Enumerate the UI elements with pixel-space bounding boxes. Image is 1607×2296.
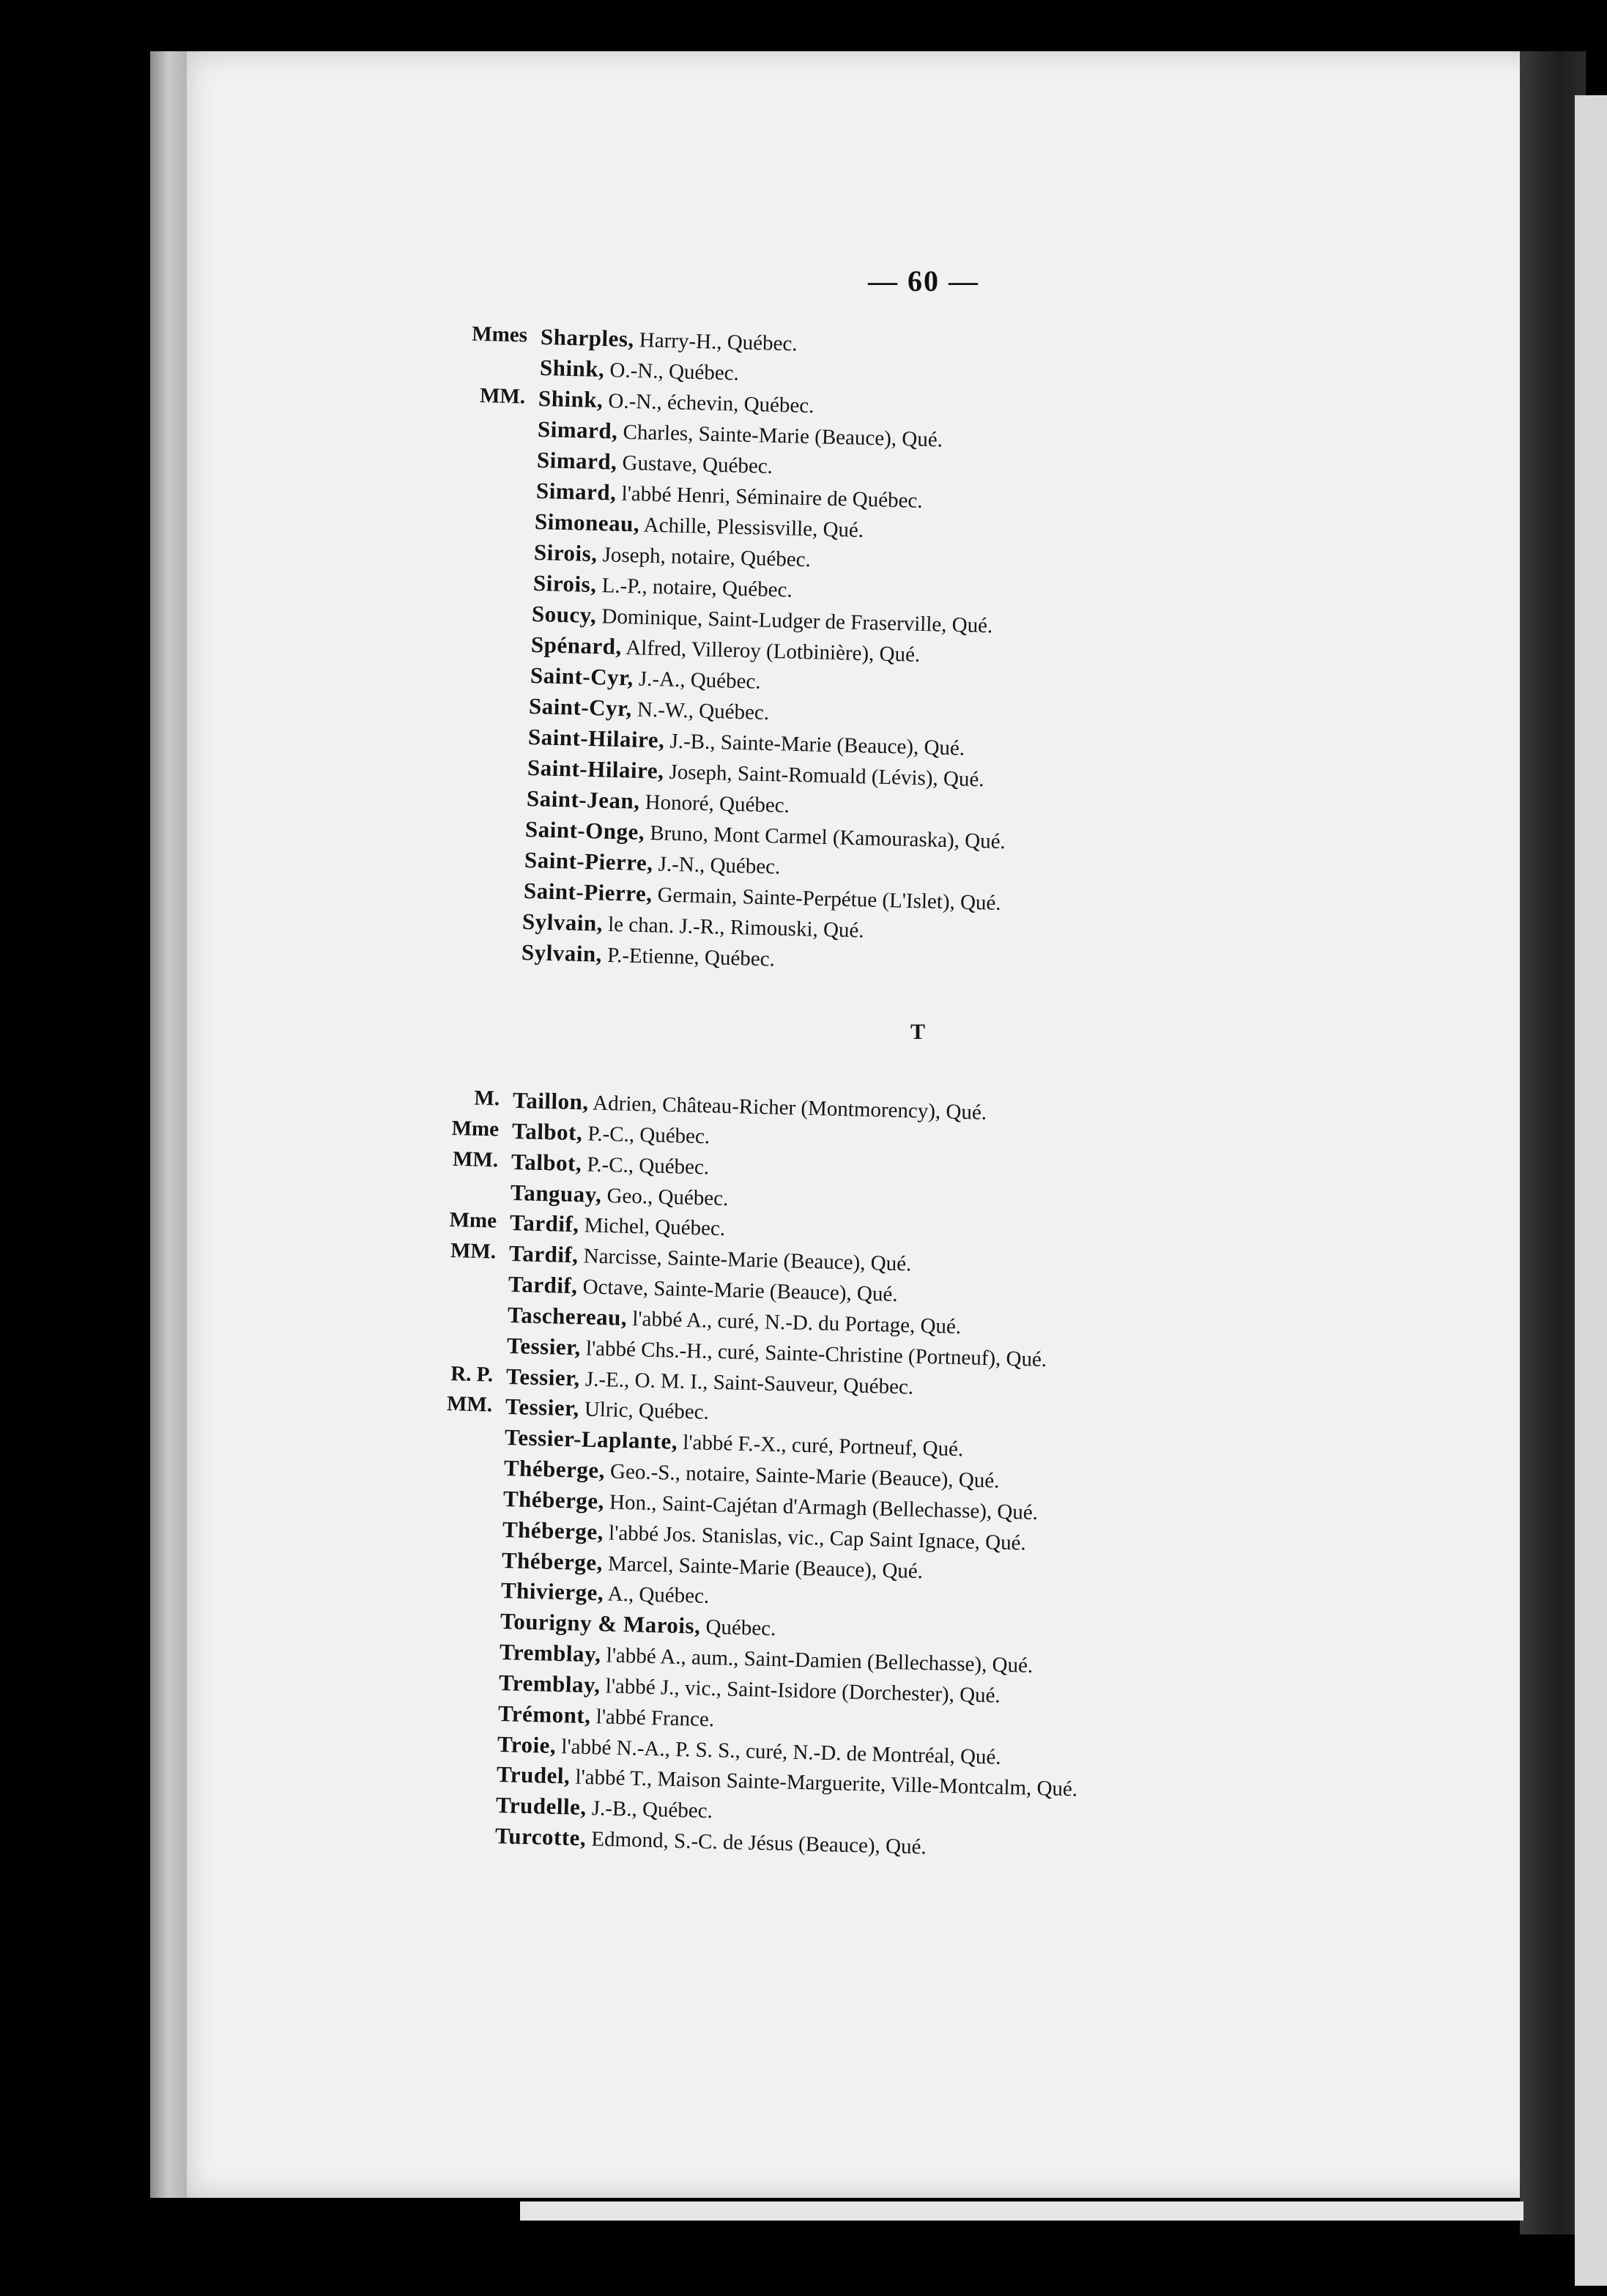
entry-title: Mme: [449, 1208, 497, 1233]
entry-details: Québec.: [699, 1615, 776, 1641]
entry-details: J.-B., Sainte-Marie (Beauce), Qué.: [664, 729, 965, 760]
entry-surname: Tardif,: [508, 1240, 579, 1268]
entry-surname: Tessier,: [505, 1363, 581, 1390]
entry-details: l'abbé Henri, Séminaire de Québec.: [615, 481, 923, 513]
entry-surname: Théberge,: [502, 1516, 604, 1545]
entry-details: l'abbé Jos. Stanislas, vic., Cap Saint Ignace, Qué.: [603, 1521, 1027, 1555]
entry-title: Mmes: [471, 322, 528, 347]
entry-surname: Shink,: [538, 385, 604, 413]
entry-surname: Théberge,: [502, 1485, 605, 1514]
entry-details: Joseph, notaire, Québec.: [596, 543, 812, 572]
entry-details: Honoré, Québec.: [639, 790, 790, 818]
entry-surname: Tremblay,: [498, 1669, 601, 1698]
entry-details: A., Québec.: [603, 1582, 710, 1609]
entry-title: MM.: [450, 1239, 497, 1264]
entry-surname: Simard,: [535, 478, 617, 506]
entry-surname: Thivierge,: [500, 1577, 604, 1606]
directory-entry: [539, 356, 739, 385]
entry-surname: Saint-Pierre,: [524, 847, 653, 876]
entry-surname: Talbot,: [511, 1117, 583, 1146]
entry-details: O.-N., Québec.: [604, 358, 739, 385]
entry-surname: Théberge,: [503, 1455, 606, 1484]
entry-surname: Talbot,: [511, 1148, 582, 1177]
entry-surname: Shink,: [539, 355, 605, 382]
entry-surname: Soucy,: [531, 601, 597, 629]
directory-entry: [498, 1702, 715, 1730]
directory-entry: [511, 1181, 729, 1210]
entry-title: MM.: [480, 384, 526, 409]
entry-details: Adrien, Château-Richer (Montmorency), Qué.: [588, 1091, 987, 1125]
entry-surname: Saint-Pierre,: [523, 878, 653, 907]
directory-entry: [446, 1392, 710, 1425]
entry-details: l'abbé T., Maison Sainte-Marguerite, Ville-Montcalm, Qué.: [569, 1765, 1078, 1801]
entry-details: P.-Etienne, Québec.: [601, 943, 776, 971]
entry-title: MM.: [452, 1147, 499, 1172]
entry-surname: Trudelle,: [495, 1792, 587, 1821]
entry-details: Edmond, S.-C. de Jésus (Beauce), Qué.: [585, 1827, 927, 1859]
entry-surname: Simard,: [536, 447, 617, 475]
directory-entry: [530, 664, 760, 693]
entry-surname: Théberge,: [501, 1547, 604, 1575]
entry-details: P.-C., Québec.: [581, 1152, 710, 1180]
entry-details: Joseph, Saint-Romuald (Lévis), Qué.: [663, 760, 984, 792]
entry-surname: Saint-Jean,: [526, 785, 640, 814]
entry-surname: Tourigny & Marois,: [500, 1608, 701, 1639]
entry-surname: Tremblay,: [499, 1639, 601, 1667]
entry-details: N.-W., Québec.: [631, 697, 770, 725]
entry-surname: Tessier,: [505, 1393, 580, 1421]
entry-details: Germain, Sainte-Perpétue (L'Islet), Qué.: [651, 883, 1001, 915]
entry-details: Charles, Sainte-Marie (Beauce), Qué.: [617, 420, 943, 452]
entry-surname: Trémont,: [497, 1700, 591, 1728]
page-bottom-edge: [520, 2201, 1524, 2221]
directory-entry: [451, 1116, 710, 1149]
entry-details: J.-B., Québec.: [586, 1796, 713, 1823]
entry-details: Hon., Saint-Cajétan d'Armagh (Bellechasse), Qué.: [604, 1490, 1039, 1525]
page-number: — 60 —: [868, 264, 979, 297]
entry-surname: Tardif,: [508, 1271, 578, 1299]
entry-details: Gustave, Québec.: [616, 451, 773, 478]
entry-surname: Saint-Hilaire,: [527, 755, 664, 784]
directory-entry: [501, 1579, 710, 1607]
entry-title: M.: [474, 1086, 500, 1111]
directory-entry: [529, 695, 770, 724]
adjacent-page: [1575, 95, 1607, 2286]
entry-details: l'abbé A., curé, N.-D. du Portage, Qué.: [626, 1306, 962, 1338]
entry-details: Bruno, Mont Carmel (Kamouraska), Qué.: [644, 821, 1006, 854]
entry-title: Mme: [451, 1116, 500, 1141]
directory-entry: [536, 448, 773, 478]
entry-details: l'abbé A., aum., Saint-Damien (Bellechasse), Qué.: [601, 1643, 1033, 1678]
entry-details: Harry-H., Québec.: [634, 328, 798, 356]
entry-details: Geo., Québec.: [601, 1183, 729, 1210]
entry-details: Marcel, Sainte-Marie (Beauce), Qué.: [602, 1551, 924, 1583]
entry-details: J.-A., Québec.: [633, 667, 761, 694]
section-heading: T: [910, 1020, 926, 1044]
entry-details: Achille, Plessisville, Qué.: [639, 513, 864, 542]
entry-details: l'abbé F.-X., curé, Portneuf, Qué.: [677, 1430, 964, 1462]
entry-details: L.-P., notaire, Québec.: [595, 574, 793, 602]
entry-details: Dominique, Saint-Ludger de Fraserville, Qué.: [596, 604, 993, 638]
entry-surname: Taschereau,: [507, 1301, 628, 1330]
directory-entry: [449, 1208, 726, 1241]
entry-details: Octave, Sainte-Marie (Beauce), Qué.: [577, 1275, 898, 1306]
entry-surname: Troie,: [497, 1730, 557, 1758]
entry-surname: Trudel,: [496, 1761, 571, 1789]
entry-surname: Sylvain,: [522, 908, 604, 936]
directory-entry: [452, 1147, 710, 1180]
entry-surname: Saint-Onge,: [524, 816, 645, 845]
entry-details: J.-E., O. M. I., Saint-Sauveur, Québec.: [579, 1366, 914, 1399]
entry-surname: Simoneau,: [534, 508, 640, 537]
directory-entry: [496, 1793, 713, 1822]
entry-details: l'abbé Chs.-H., curé, Sainte-Christine (Portneuf), Qué.: [580, 1336, 1047, 1371]
entry-details: Alfred, Villeroy (Lotbinière), Qué.: [621, 636, 921, 667]
entry-surname: Spénard,: [530, 632, 623, 660]
entry-surname: Tessier,: [506, 1332, 582, 1360]
entry-surname: Sylvain,: [521, 939, 603, 967]
page-sheet: [187, 51, 1549, 2198]
entry-surname: Saint-Hilaire,: [527, 724, 665, 753]
entry-details: l'abbé France.: [590, 1704, 715, 1731]
entry-surname: Tessier-Laplante,: [504, 1424, 678, 1454]
entry-details: l'abbé J., vic., Saint-Isidore (Dorchester), Qué.: [600, 1674, 1001, 1708]
entry-details: J.-N., Québec.: [652, 852, 781, 879]
entry-surname: Tardif,: [509, 1210, 579, 1237]
entry-surname: Simard,: [537, 416, 618, 444]
entry-surname: Saint-Cyr,: [528, 693, 633, 722]
entry-details: Ulric, Québec.: [579, 1397, 710, 1425]
entry-surname: Saint-Cyr,: [530, 662, 634, 691]
entry-details: Narcisse, Sainte-Marie (Beauce), Qué.: [578, 1244, 912, 1276]
entry-details: Geo.-S., notaire, Sainte-Marie (Beauce), Qué.: [604, 1459, 1000, 1493]
entry-details: P.-C., Québec.: [582, 1122, 710, 1149]
entry-details: le chan. J.-R., Rimouski, Qué.: [602, 912, 865, 943]
entry-title: MM.: [446, 1392, 493, 1417]
entry-details: Michel, Québec.: [579, 1213, 726, 1241]
entry-surname: Sirois,: [532, 570, 597, 598]
entry-surname: Sirois,: [533, 539, 598, 567]
entry-surname: Sharples,: [540, 324, 635, 352]
entry-surname: Tanguay,: [510, 1179, 602, 1207]
entry-surname: Taillon,: [512, 1087, 590, 1115]
entry-title: R. P.: [450, 1361, 494, 1387]
entry-details: O.-N., échevin, Québec.: [603, 389, 815, 418]
entry-details: l'abbé N.-A., P. S. S., curé, N.-D. de Montréal, Qué.: [555, 1734, 1002, 1769]
entry-surname: Turcotte,: [494, 1823, 587, 1851]
